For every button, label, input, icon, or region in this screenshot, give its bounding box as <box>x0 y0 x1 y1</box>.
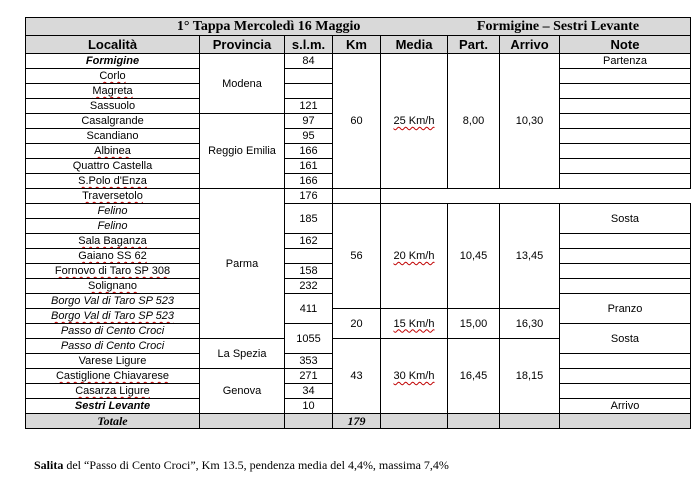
localita-text: Corlo <box>99 70 126 82</box>
localita-cell: Passo di Cento Croci <box>26 339 200 354</box>
note-cell: Partenza <box>560 54 691 69</box>
localita-cell <box>26 384 200 399</box>
localita-cell: Felino <box>26 204 200 219</box>
slm-cell: 166 <box>285 144 333 159</box>
total-empty <box>500 414 560 429</box>
itinerary-sheet <box>25 17 691 429</box>
stage-title <box>26 18 691 36</box>
provincia-cell: La Spezia <box>200 339 285 369</box>
localita-cell <box>26 264 200 279</box>
stage-title-date: 1° Tappa Mercoledì 16 Maggio <box>176 19 361 34</box>
localita-cell: Quattro Castella <box>26 159 200 174</box>
media-cell <box>381 54 448 189</box>
arrivo-cell: 13,45 <box>500 204 560 309</box>
localita-text: Traversetolo <box>82 190 143 202</box>
localita-cell <box>26 84 200 99</box>
footnote-lead: Salita <box>34 458 64 472</box>
header-row <box>26 36 691 54</box>
localita-text: Fornovo di Taro SP 308 <box>54 265 171 277</box>
note-cell <box>333 189 381 204</box>
slm-cell: 10 <box>285 399 333 414</box>
stage-title-route: Formigine – Sestri Levante <box>476 19 640 34</box>
provincia-cell: Reggio Emilia <box>200 114 285 189</box>
localita-cell: Felino <box>26 219 200 234</box>
note-cell: Sosta <box>560 324 691 354</box>
km-cell: 43 <box>333 339 381 414</box>
total-row <box>26 414 691 429</box>
note-cell <box>560 249 691 264</box>
slm-cell: 185 <box>285 204 333 234</box>
header-localita: Località <box>26 36 200 54</box>
arrivo-cell: 18,15 <box>500 339 560 414</box>
localita-cell: Formigine <box>26 54 200 69</box>
localita-text: Gaiano SS 62 <box>78 250 147 262</box>
footnote-text: del “Passo di Cento Croci”, Km 13.5, pendenza media del 4,4%, massima 7,4% <box>63 458 449 472</box>
header-provincia: Provincia <box>200 36 285 54</box>
localita-cell <box>26 309 200 324</box>
note-cell <box>560 384 691 399</box>
localita-cell <box>26 249 200 264</box>
table-row <box>26 189 691 204</box>
media-cell <box>381 309 448 339</box>
provincia-cell: Genova <box>200 369 285 414</box>
slm-cell: 97 <box>285 114 333 129</box>
note-cell: Arrivo <box>560 399 691 414</box>
note-cell <box>560 144 691 159</box>
slm-cell: 166 <box>285 174 333 189</box>
slm-cell: 411 <box>285 294 333 324</box>
note-cell <box>560 114 691 129</box>
localita-cell <box>26 189 200 204</box>
localita-cell <box>26 369 200 384</box>
localita-cell: Borgo Val di Taro SP 523 <box>26 294 200 309</box>
total-empty <box>200 414 285 429</box>
note-cell: Pranzo <box>560 294 691 324</box>
slm-cell: 34 <box>285 384 333 399</box>
slm-cell: 353 <box>285 354 333 369</box>
part-cell: 16,45 <box>448 339 500 414</box>
slm-cell: 232 <box>285 279 333 294</box>
slm-cell: 176 <box>285 189 333 204</box>
media-value: 25 Km/h <box>393 115 435 127</box>
media-value: 30 Km/h <box>393 370 435 382</box>
total-empty <box>381 414 448 429</box>
localita-text: Magreta <box>92 85 133 97</box>
provincia-cell: Parma <box>200 189 285 339</box>
km-cell: 60 <box>333 54 381 189</box>
slm-cell <box>285 84 333 99</box>
total-empty <box>448 414 500 429</box>
localita-text: Solignano <box>88 280 137 292</box>
title-row <box>26 18 691 36</box>
localita-cell <box>26 144 200 159</box>
slm-cell: 161 <box>285 159 333 174</box>
note-cell <box>560 354 691 369</box>
media-cell <box>381 204 448 309</box>
slm-cell: 158 <box>285 264 333 279</box>
header-part: Part. <box>448 36 500 54</box>
slm-cell: 121 <box>285 99 333 114</box>
header-media: Media <box>381 36 448 54</box>
km-cell: 20 <box>333 309 381 339</box>
localita-cell: Casalgrande <box>26 114 200 129</box>
localita-cell: Passo di Cento Croci <box>26 324 200 339</box>
arrivo-cell: 10,30 <box>500 54 560 189</box>
localita-cell <box>26 234 200 249</box>
note-cell <box>560 159 691 174</box>
media-value: 20 Km/h <box>393 250 435 262</box>
note-cell <box>560 84 691 99</box>
header-arrivo: Arrivo <box>500 36 560 54</box>
localita-cell <box>26 279 200 294</box>
media-value: 15 Km/h <box>393 317 435 330</box>
total-label: Totale <box>26 414 200 429</box>
localita-cell <box>26 69 200 84</box>
slm-cell <box>285 249 333 264</box>
note-cell <box>560 129 691 144</box>
localita-cell: Varese Ligure <box>26 354 200 369</box>
arrivo-cell: 16,30 <box>500 309 560 339</box>
header-note: Note <box>560 36 691 54</box>
localita-text: Albinea <box>94 145 131 157</box>
total-empty <box>560 414 691 429</box>
footnote <box>34 458 449 473</box>
note-cell <box>560 69 691 84</box>
slm-cell: 95 <box>285 129 333 144</box>
localita-text: S.Polo d'Enza <box>78 175 147 187</box>
slm-cell: 271 <box>285 369 333 384</box>
part-cell: 15,00 <box>448 309 500 339</box>
localita-text: Casarza Ligure <box>75 385 150 397</box>
media-cell <box>381 339 448 414</box>
note-cell: Sosta <box>560 204 691 234</box>
note-cell <box>560 99 691 114</box>
localita-cell <box>26 174 200 189</box>
localita-cell: Sassuolo <box>26 99 200 114</box>
slm-cell: 84 <box>285 54 333 69</box>
slm-cell: 1055 <box>285 324 333 354</box>
localita-cell: Scandiano <box>26 129 200 144</box>
localita-text: Sala Baganza <box>78 235 147 247</box>
note-cell <box>560 369 691 384</box>
note-cell <box>560 279 691 294</box>
table-row <box>26 204 691 219</box>
localita-text: Borgo Val di Taro SP 523 <box>51 310 174 322</box>
header-km: Km <box>333 36 381 54</box>
slm-cell <box>285 69 333 84</box>
provincia-cell: Modena <box>200 54 285 114</box>
note-cell <box>560 234 691 249</box>
localita-cell: Sestri Levante <box>26 399 200 414</box>
part-cell: 8,00 <box>448 54 500 189</box>
note-cell <box>560 264 691 279</box>
header-slm: s.l.m. <box>285 36 333 54</box>
table-row <box>26 54 691 69</box>
localita-text: Castiglione Chiavarese <box>55 370 170 382</box>
part-cell: 10,45 <box>448 204 500 309</box>
note-cell <box>560 174 691 189</box>
total-empty <box>285 414 333 429</box>
stage-table <box>25 17 691 429</box>
slm-cell: 162 <box>285 234 333 249</box>
km-cell: 56 <box>333 204 381 309</box>
total-km: 179 <box>333 414 381 429</box>
